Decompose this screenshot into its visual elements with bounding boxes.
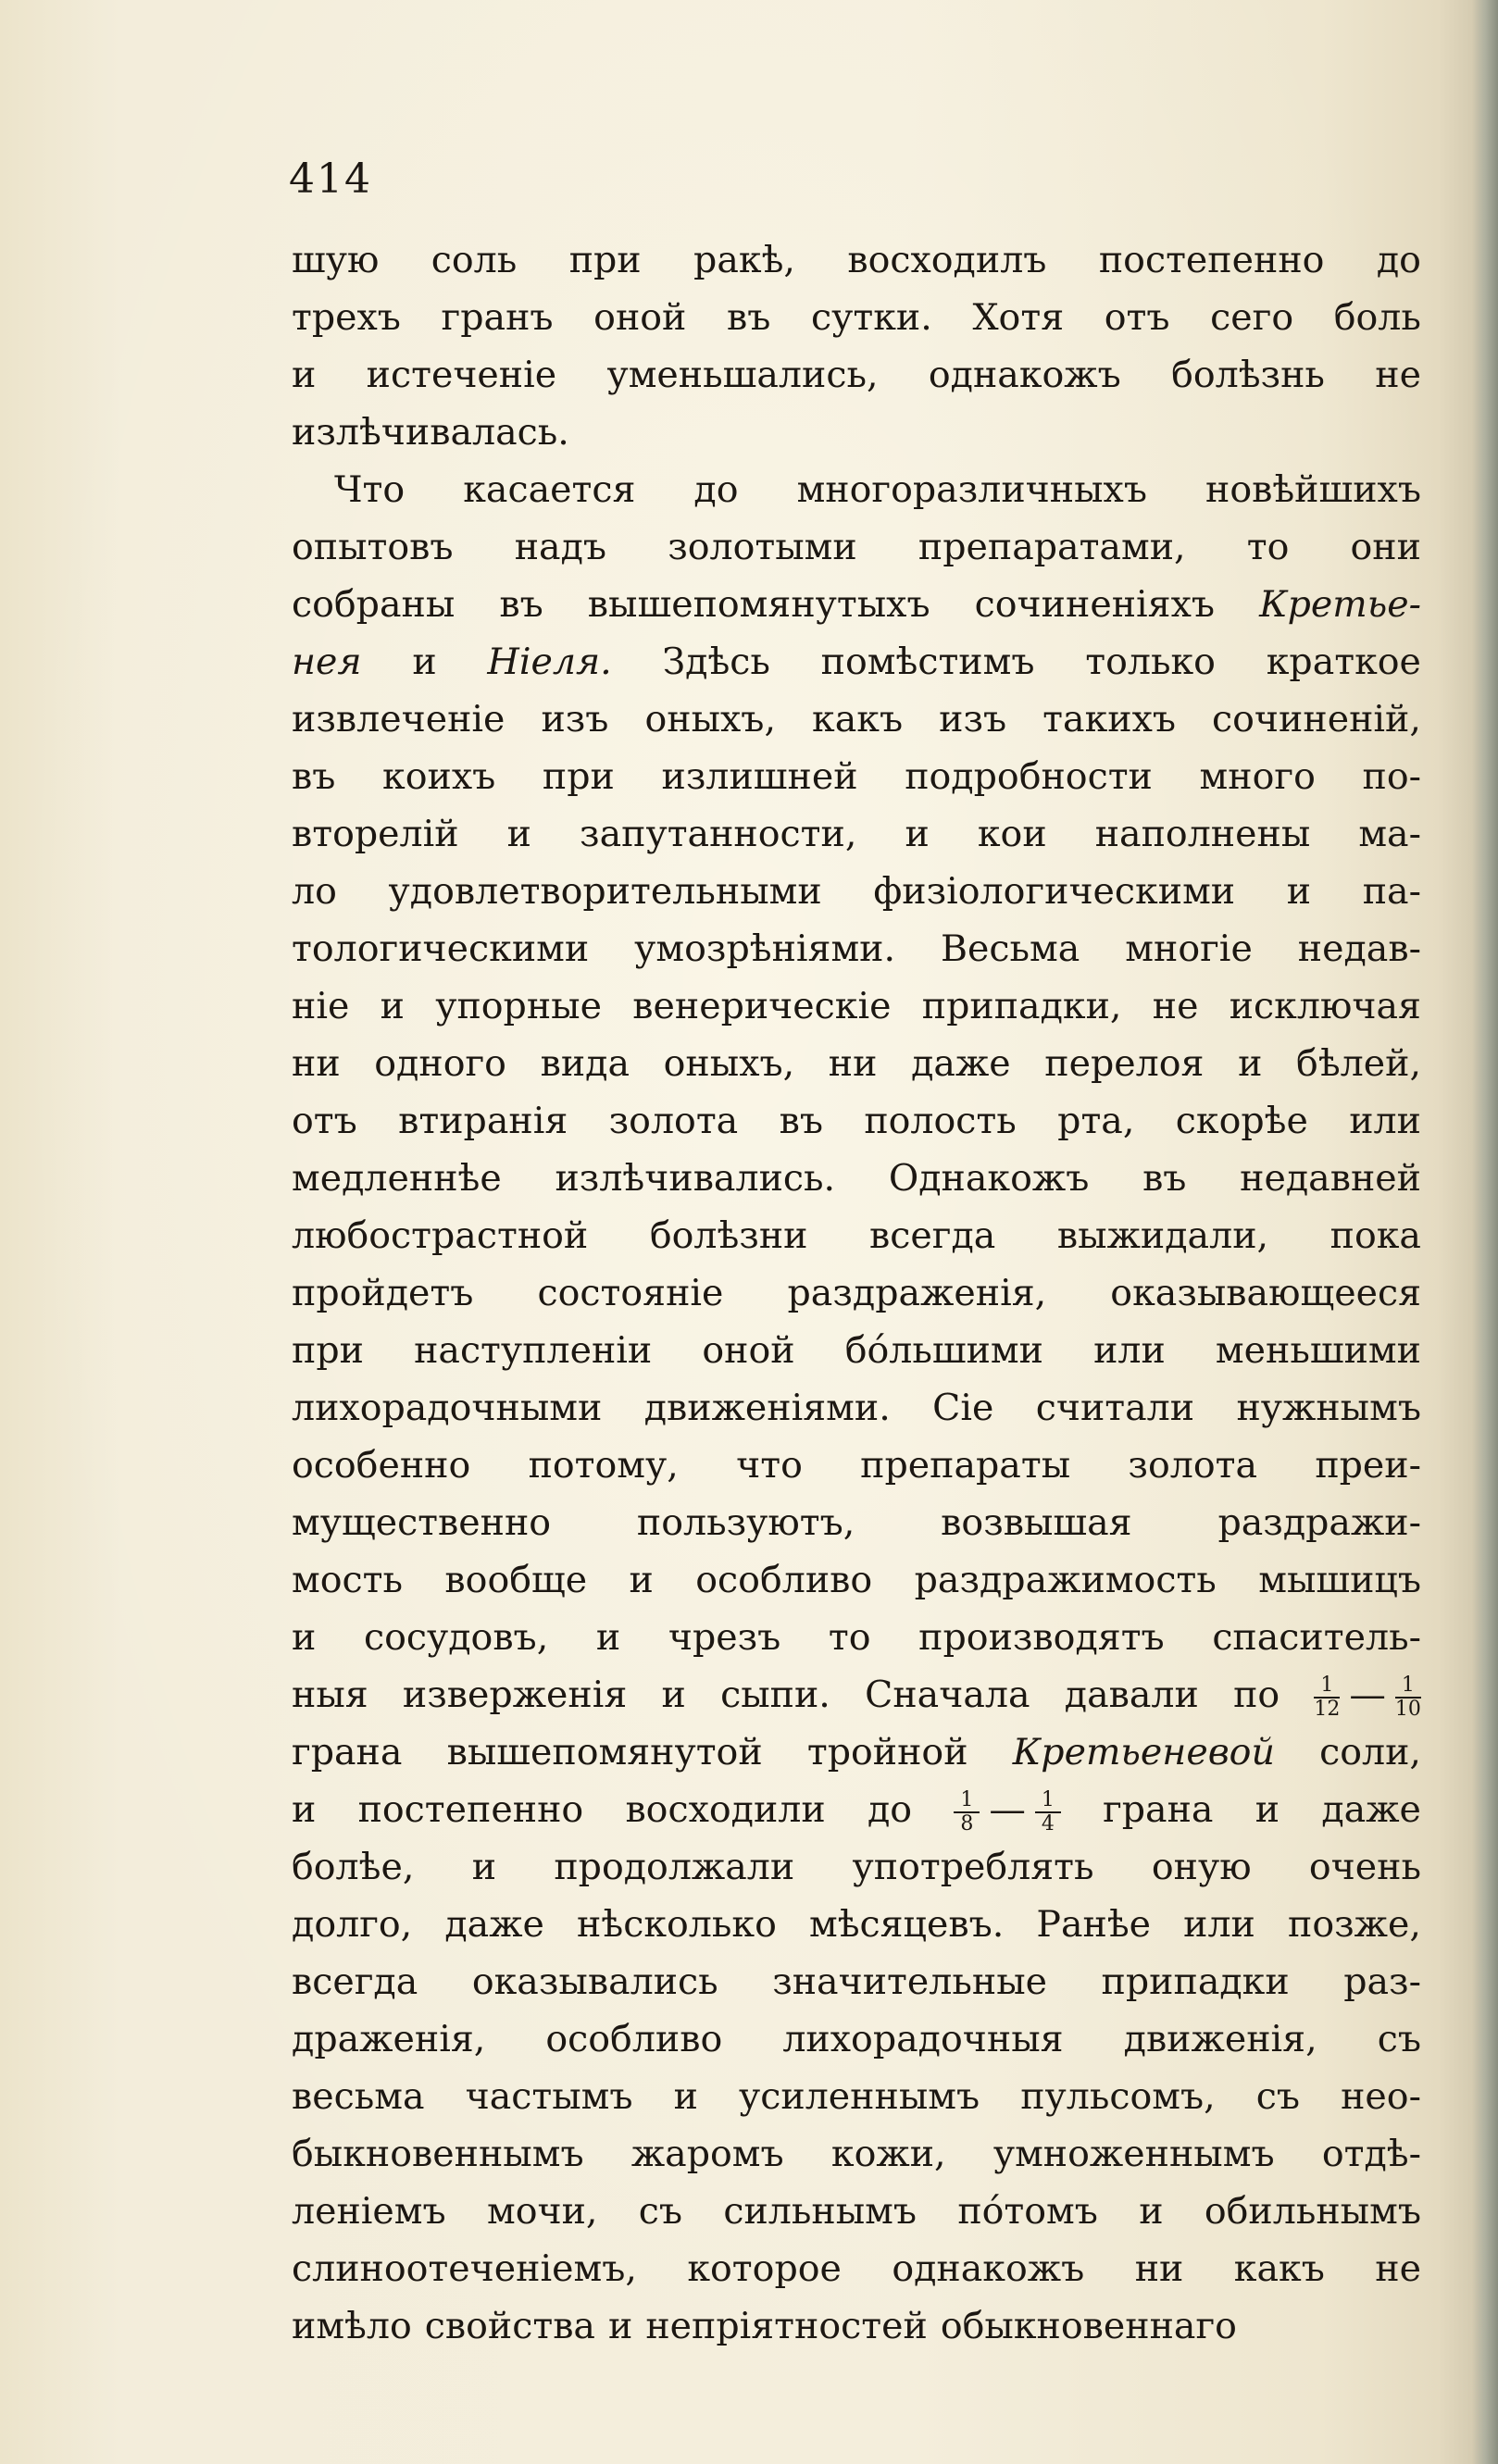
- fraction: [1314, 1675, 1340, 1720]
- word: умноженнымъ: [992, 2133, 1275, 2175]
- text-line: [292, 1896, 1421, 1953]
- text-line: [292, 576, 1421, 633]
- word: непріятностей: [645, 2305, 928, 2347]
- word: обыкновеннаго: [940, 2305, 1237, 2347]
- word: однакожъ: [892, 2247, 1085, 2290]
- page-number: 414: [289, 156, 372, 203]
- word: трехъ: [292, 296, 401, 339]
- text-line: [292, 404, 1421, 461]
- word: драженія,: [292, 2018, 486, 2060]
- word: бѣлей,: [1296, 1042, 1421, 1085]
- text-line: [292, 2297, 1421, 2355]
- text-line: [292, 2010, 1421, 2068]
- word: мочи,: [486, 2190, 598, 2233]
- text-line: [292, 1666, 1421, 1724]
- word: уменьшались,: [606, 354, 879, 396]
- word: многіе: [1125, 927, 1253, 970]
- word: грана: [1103, 1788, 1214, 1831]
- word: раздражимость: [914, 1559, 1217, 1601]
- text-line: [292, 231, 1421, 289]
- fraction: [1035, 1790, 1061, 1835]
- word: и: [661, 1674, 686, 1716]
- word: и: [607, 2305, 633, 2347]
- word: или: [1093, 1329, 1166, 1372]
- word: полость: [864, 1100, 1017, 1142]
- word: оной: [702, 1329, 795, 1372]
- word: венерическіе: [632, 985, 892, 1027]
- word: наступленіи: [414, 1329, 653, 1372]
- word: значительные: [772, 1960, 1048, 2003]
- word: новѣйшихъ: [1205, 468, 1421, 511]
- word: вообще: [444, 1559, 588, 1601]
- word: и: [1286, 870, 1312, 913]
- word: тологическими: [292, 927, 590, 970]
- word: то: [828, 1616, 871, 1659]
- word: многоразличныхъ: [796, 468, 1147, 511]
- word: и: [412, 641, 437, 683]
- text-line: [292, 518, 1421, 576]
- word: коихъ: [382, 755, 496, 798]
- text-line: [292, 1953, 1421, 2010]
- word: при: [542, 755, 615, 798]
- word: оныхъ,: [644, 698, 776, 740]
- word: сосудовъ,: [363, 1616, 549, 1659]
- text-line: [292, 1609, 1421, 1666]
- word: выжидали,: [1056, 1214, 1269, 1257]
- word: Ранѣе: [1036, 1903, 1152, 1946]
- text-line: [292, 1838, 1421, 1896]
- word: исключая: [1229, 985, 1421, 1027]
- word: нео-: [1341, 2075, 1421, 2118]
- word: препараты: [860, 1444, 1071, 1487]
- word: Сіе: [932, 1387, 994, 1429]
- word: ракѣ,: [693, 239, 795, 281]
- word: недав-: [1297, 927, 1421, 970]
- word: съ: [1377, 2018, 1421, 2060]
- body-text: [292, 231, 1421, 2355]
- word: возвышая: [941, 1501, 1132, 1544]
- word: они: [1350, 526, 1421, 568]
- word: при: [292, 1329, 364, 1372]
- word: оказывающееся: [1110, 1272, 1421, 1314]
- word: и: [292, 354, 317, 396]
- word: вида: [540, 1042, 630, 1085]
- word: и: [629, 1559, 654, 1601]
- word: однакожъ: [928, 354, 1121, 396]
- text-line: [292, 977, 1421, 1035]
- word: чрезъ: [668, 1616, 781, 1659]
- word: частымъ: [465, 2075, 633, 2118]
- word: припадки: [1101, 1960, 1290, 2003]
- range-dash: —: [1349, 1674, 1386, 1716]
- fraction-numerator: 1: [1035, 1790, 1061, 1813]
- word: всегда: [292, 1960, 418, 2003]
- word: скорѣе: [1175, 1100, 1308, 1142]
- word: особливо: [545, 2018, 723, 2060]
- word: вышепомянутыхъ: [587, 583, 930, 626]
- word: или: [1349, 1100, 1421, 1142]
- text-line: [292, 863, 1421, 920]
- word: вторелій: [292, 813, 459, 855]
- fraction-denominator: 10: [1394, 1698, 1421, 1721]
- word: запутанности,: [580, 813, 857, 855]
- page-edge: [1472, 0, 1498, 2464]
- text-line: [292, 2240, 1421, 2297]
- word: пульсомъ,: [1020, 2075, 1216, 2118]
- word: нея: [292, 641, 362, 683]
- word: позже,: [1288, 1903, 1421, 1946]
- word: до: [867, 1788, 913, 1831]
- word: опытовъ: [292, 526, 454, 568]
- word: золота: [1128, 1444, 1258, 1487]
- word: не: [1152, 985, 1199, 1027]
- word: по-: [1362, 755, 1421, 798]
- word: мущественно: [292, 1501, 552, 1544]
- word: ныя: [292, 1674, 368, 1716]
- word: меньшими: [1215, 1329, 1421, 1372]
- word: ма-: [1358, 813, 1421, 855]
- word: па-: [1362, 870, 1421, 913]
- word: пользуютъ,: [636, 1501, 855, 1544]
- word: производятъ: [918, 1616, 1165, 1659]
- word: и: [292, 1788, 317, 1831]
- word: кои: [977, 813, 1047, 855]
- word: оказывались: [471, 1960, 718, 2003]
- word: и: [471, 1846, 497, 1888]
- word: леніемъ: [292, 2190, 446, 2233]
- word: мѣсяцевъ.: [808, 1903, 1005, 1946]
- word: Хотя: [972, 296, 1065, 339]
- word: Ніеля.: [487, 641, 612, 683]
- word: грана: [292, 1731, 403, 1773]
- word: перелоя: [1044, 1042, 1205, 1085]
- fraction-range: [954, 1781, 1061, 1838]
- word: до: [693, 468, 739, 511]
- text-line: [292, 805, 1421, 863]
- word: соль: [431, 239, 518, 281]
- word: ло: [292, 870, 337, 913]
- text-line: [292, 633, 1421, 691]
- fraction-numerator: 1: [1314, 1675, 1340, 1699]
- text-line: [292, 1207, 1421, 1264]
- word: такихъ: [1042, 698, 1176, 740]
- word: оной: [593, 296, 687, 339]
- word: боль: [1333, 296, 1421, 339]
- word: постепенно: [357, 1788, 584, 1831]
- text-line: [292, 1551, 1421, 1609]
- word: имѣло: [292, 2305, 412, 2347]
- word: даже: [444, 1903, 544, 1946]
- word: всегда: [869, 1214, 996, 1257]
- word: ни: [828, 1042, 878, 1085]
- word: лихорадочныя: [782, 2018, 1064, 2060]
- text-line: [292, 1264, 1421, 1322]
- word: Сначала: [865, 1674, 1030, 1716]
- word: припадки,: [921, 985, 1122, 1027]
- word: пройдетъ: [292, 1272, 474, 1314]
- word: соли,: [1319, 1731, 1421, 1773]
- word: надъ: [514, 526, 607, 568]
- word: излишней: [661, 755, 858, 798]
- word: сего: [1210, 296, 1294, 339]
- word: шую: [292, 239, 380, 281]
- text-line: [292, 346, 1421, 404]
- word: особенно: [292, 1444, 471, 1487]
- word: недавней: [1240, 1157, 1421, 1200]
- word: извлеченіе: [292, 698, 506, 740]
- word: быкновеннымъ: [292, 2133, 584, 2175]
- word: медленнѣе: [292, 1157, 502, 1200]
- word: какъ: [1233, 2247, 1325, 2290]
- word: или: [1183, 1903, 1255, 1946]
- word: употреблять: [852, 1846, 1094, 1888]
- word: жаромъ: [630, 2133, 784, 2175]
- word: сутки.: [811, 296, 932, 339]
- word: и: [1238, 1042, 1263, 1085]
- text-line: [292, 1724, 1421, 1781]
- word: мышицъ: [1258, 1559, 1421, 1601]
- word: постепенно: [1098, 239, 1325, 281]
- text-line: [292, 1379, 1421, 1437]
- word: рта,: [1057, 1100, 1135, 1142]
- word: движенія,: [1123, 2018, 1317, 2060]
- word: и: [1255, 1788, 1280, 1831]
- word: сыпи.: [720, 1674, 830, 1716]
- word: долго,: [292, 1903, 413, 1946]
- fraction: [1395, 1675, 1421, 1720]
- word: удовлетворительными: [388, 870, 822, 913]
- text-line: [292, 1092, 1421, 1150]
- word: Здѣсь: [662, 641, 770, 683]
- fraction-denominator: 8: [960, 1812, 974, 1836]
- word: состояніе: [537, 1272, 724, 1314]
- word: мость: [292, 1559, 403, 1601]
- word: восходили: [625, 1788, 826, 1831]
- word: потому,: [528, 1444, 679, 1487]
- word: оную: [1151, 1846, 1252, 1888]
- word: гранъ: [441, 296, 554, 339]
- word: и: [673, 2075, 698, 2118]
- word: въ: [499, 583, 543, 626]
- text-line: [292, 461, 1421, 518]
- word: считали: [1035, 1387, 1195, 1429]
- word: и: [905, 813, 930, 855]
- word: бо́льшими: [844, 1329, 1043, 1372]
- word: отъ: [1104, 296, 1170, 339]
- word: умозрѣніями.: [634, 927, 896, 970]
- word: сочиненій,: [1212, 698, 1421, 740]
- word: и: [595, 1616, 621, 1659]
- word: одного: [374, 1042, 506, 1085]
- word: усиленнымъ: [739, 2075, 980, 2118]
- text-line: [292, 1494, 1421, 1551]
- word: изъ: [939, 698, 1007, 740]
- text-line: [292, 920, 1421, 977]
- word: излѣчивалась.: [292, 411, 569, 454]
- word: излѣчивались.: [555, 1157, 836, 1200]
- word: Весьма: [941, 927, 1080, 970]
- word: лихорадочными: [292, 1387, 603, 1429]
- word: изверженія: [402, 1674, 628, 1716]
- word: и: [1139, 2190, 1164, 2233]
- word: помѣстимъ: [820, 641, 1035, 683]
- word: до: [1376, 239, 1421, 281]
- word: и: [506, 813, 531, 855]
- word: восходилъ: [847, 239, 1047, 281]
- word: Однакожъ: [888, 1157, 1090, 1200]
- word: преи-: [1315, 1444, 1421, 1487]
- word: изъ: [541, 698, 609, 740]
- word: болѣзнь: [1171, 354, 1325, 396]
- fraction-numerator: 1: [1395, 1675, 1421, 1699]
- word: спаситель-: [1212, 1616, 1421, 1659]
- word: наполнены: [1094, 813, 1311, 855]
- word: золота: [608, 1100, 739, 1142]
- text-line: [292, 2068, 1421, 2125]
- word: только: [1085, 641, 1216, 683]
- fraction-denominator: 4: [1041, 1812, 1055, 1836]
- word: сильнымъ: [723, 2190, 918, 2233]
- word: съ: [1255, 2075, 1301, 2118]
- text-line: [292, 2125, 1421, 2183]
- word: ни: [292, 1042, 341, 1085]
- word: подробности: [905, 755, 1153, 798]
- word: обильнымъ: [1204, 2190, 1421, 2233]
- word: отъ: [292, 1100, 357, 1142]
- word: даже: [1321, 1788, 1421, 1831]
- word: раз-: [1343, 1960, 1421, 2003]
- word: слиноотеченіемъ,: [292, 2247, 637, 2290]
- word: не: [1375, 354, 1421, 396]
- text-line: [292, 1322, 1421, 1379]
- word: нужнымъ: [1236, 1387, 1421, 1429]
- word: съ: [638, 2190, 683, 2233]
- word: втиранія: [398, 1100, 568, 1142]
- word: золотыми: [668, 526, 857, 568]
- word: особливо: [695, 1559, 873, 1601]
- word: физіологическими: [873, 870, 1236, 913]
- word: Кретье-: [1259, 583, 1421, 626]
- word: въ: [292, 755, 336, 798]
- word: ніе: [292, 985, 350, 1027]
- word: по́томъ: [957, 2190, 1098, 2233]
- word: не: [1375, 2247, 1421, 2290]
- fraction-range: [1314, 1666, 1421, 1724]
- word: болѣе,: [292, 1846, 415, 1888]
- word: давали: [1064, 1674, 1199, 1716]
- word: свойства: [424, 2305, 595, 2347]
- word: въ: [1142, 1157, 1187, 1200]
- word: вышепомянутой: [446, 1731, 763, 1773]
- word: весьма: [292, 2075, 425, 2118]
- word: пока: [1329, 1214, 1421, 1257]
- word: много: [1199, 755, 1316, 798]
- word: очень: [1308, 1846, 1421, 1888]
- word: краткое: [1266, 641, 1421, 683]
- fraction: [954, 1790, 980, 1835]
- word: въ: [727, 296, 771, 339]
- word: касается: [463, 468, 636, 511]
- word: оныхъ,: [663, 1042, 795, 1085]
- word: истеченіе: [366, 354, 557, 396]
- word: любострастной: [292, 1214, 589, 1257]
- word: что: [736, 1444, 803, 1487]
- word: препаратами,: [918, 526, 1186, 568]
- word: сочиненіяхъ: [974, 583, 1215, 626]
- word: раздражи-: [1217, 1501, 1421, 1544]
- word: тройной: [806, 1731, 968, 1773]
- word: движеніями.: [643, 1387, 891, 1429]
- word: въ: [779, 1100, 823, 1142]
- fraction-numerator: 1: [954, 1790, 980, 1813]
- word: при: [568, 239, 642, 281]
- text-line: [292, 1035, 1421, 1092]
- word: нѣсколько: [577, 1903, 777, 1946]
- word: кожи,: [830, 2133, 946, 2175]
- word: по: [1233, 1674, 1280, 1716]
- word: упорные: [435, 985, 602, 1027]
- text-line: [292, 1150, 1421, 1207]
- text-line: [292, 1437, 1421, 1494]
- word: какъ: [812, 698, 904, 740]
- word: даже: [911, 1042, 1011, 1085]
- word: то: [1246, 526, 1290, 568]
- text-line: [292, 1781, 1421, 1838]
- word: продолжали: [554, 1846, 795, 1888]
- word: Кретьеневой: [1012, 1731, 1275, 1773]
- range-dash: —: [989, 1788, 1026, 1831]
- word: которое: [687, 2247, 842, 2290]
- word: собраны: [292, 583, 456, 626]
- word: и: [292, 1616, 317, 1659]
- fraction-denominator: 12: [1314, 1698, 1341, 1721]
- word: и: [380, 985, 405, 1027]
- text-line: [292, 289, 1421, 346]
- word: раздраженія,: [787, 1272, 1047, 1314]
- text-line: [292, 691, 1421, 748]
- text-line: [292, 748, 1421, 805]
- word: отдѣ-: [1321, 2133, 1421, 2175]
- word: болѣзни: [649, 1214, 808, 1257]
- word: ни: [1134, 2247, 1184, 2290]
- word: Что: [334, 468, 406, 511]
- text-line: [292, 2183, 1421, 2240]
